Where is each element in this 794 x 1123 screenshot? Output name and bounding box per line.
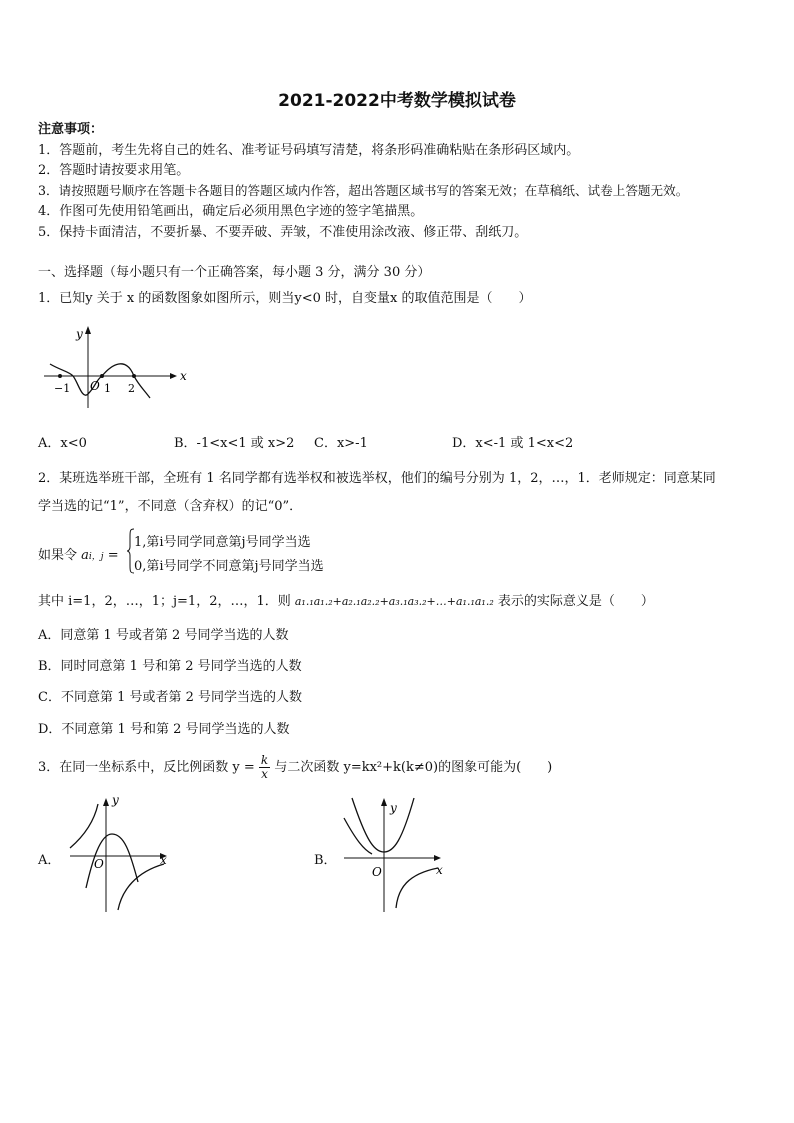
q3-option-b-graph[interactable] [338, 792, 448, 918]
q3a-origin-label: O [94, 857, 104, 871]
q3-option-b-label[interactable]: B． [314, 853, 337, 868]
question-1-graph [40, 324, 190, 410]
question-2-stem-line2: 学当选的记“1”，不同意（含弃权）的记“0”． [38, 499, 303, 514]
q2-case-2: 0,第i号同学不同意第j号同学当选 [134, 559, 324, 574]
q1-option-d[interactable]: D．x<-1 或 1<x<2 [452, 436, 574, 451]
question-2-stem-line1: 2．某班选举班干部，全班有 1 名同学都有选举权和被选举权，他们的编号分别为 1，2，…，1．老师规定：同意某同 [38, 471, 716, 486]
q2-sum-post: 表示的实际意义是（ ） [497, 594, 654, 609]
q3b-y-label: y [390, 801, 397, 815]
q1-option-c[interactable]: C．x>-1 [314, 436, 368, 451]
page-title: 2021-2022中考数学模拟试卷 [278, 91, 516, 111]
q3a-x-label: x [160, 853, 167, 867]
q3-option-a-label[interactable]: A． [38, 853, 61, 868]
q1-option-a[interactable]: A．x<0 [38, 436, 87, 451]
q1-tick-1: 1 [104, 382, 111, 395]
notice-item-2: 2．答题时请按要求用笔。 [38, 163, 190, 178]
q3b-x-label: x [436, 863, 443, 877]
notice-item-5: 5．保持卡面清洁，不要折暴、不要弄破、弄皱，不准使用涂改液、修正带、刮纸刀。 [38, 225, 528, 240]
notice-heading: 注意事项： [38, 122, 104, 137]
q2-a-symbol: a [81, 548, 89, 563]
q2-option-c[interactable]: C．不同意第 1 号或者第 2 号同学当选的人数 [38, 690, 303, 705]
q3-fraction-numerator: k [260, 753, 269, 767]
q2-if-lead: 如果令 [38, 548, 78, 563]
q2-option-a[interactable]: A．同意第 1 号或者第 2 号同学当选的人数 [38, 628, 289, 643]
q3a-y-label: y [112, 793, 119, 807]
q2-sum-pre: 其中 i=1，2，…，1；j=1，2，…，1．则 [38, 594, 291, 609]
q3-fraction [259, 754, 270, 781]
section-heading: 一、选择题（每小题只有一个正确答案，每小题 3 分，满分 30 分） [38, 265, 431, 280]
notice-item-1: 1．答题前，考生先将自己的姓名、准考证号码填写清楚，将条形码准确粘贴在条形码区域内。 [38, 143, 580, 158]
q1-option-b[interactable]: B．-1<x<1 或 x>2 [174, 436, 295, 451]
q1-tick-neg1: −1 [54, 382, 71, 395]
q2-sum-expression: a₁.₁a₁.₂+a₂.₁a₂.₂+a₃.₁a₃.₂+…+a₁.₁a₁.₂ [294, 595, 494, 608]
q3-fraction-denominator: x [261, 767, 268, 781]
q1-y-label: y [76, 327, 83, 341]
q2-equals: = [103, 548, 119, 563]
question-1-stem: 1．已知y 关于 x 的函数图象如图所示，则当y<0 时，自变量x 的取值范围是（ ） [38, 291, 532, 306]
q2-option-d[interactable]: D．不同意第 1 号和第 2 号同学当选的人数 [38, 722, 290, 737]
q2-a-subscript: i，j [88, 552, 104, 562]
notice-item-4: 4．作图可先使用铅笔画出，确定后必须用黑色字迹的签字笔描黑。 [38, 204, 424, 219]
q1-tick-2: 2 [128, 382, 135, 395]
q1-x-label: x [180, 369, 187, 383]
q3b-origin-label: O [372, 865, 382, 879]
q3-stem-pre: 3．在同一坐标系中，反比例函数 y = [38, 760, 255, 775]
q3-option-a-graph[interactable] [64, 792, 172, 918]
question-3-stem [38, 754, 552, 781]
question-2-sum-line [38, 593, 654, 611]
notice-item-3: 3．请按照题号顺序在答题卡各题目的答题区域内作答，超出答题区域书写的答案无效；在草稿纸、试卷上答题无效。 [38, 183, 689, 198]
q2-option-b[interactable]: B．同时同意第 1 号和第 2 号同学当选的人数 [38, 659, 302, 674]
q3-stem-post: 与二次函数 y=kx²+k(k≠0)的图象可能为( ) [274, 760, 553, 775]
q2-case-1: 1,第i号同学同意第j号同学当选 [134, 535, 311, 550]
q1-origin-label: O [90, 379, 100, 393]
